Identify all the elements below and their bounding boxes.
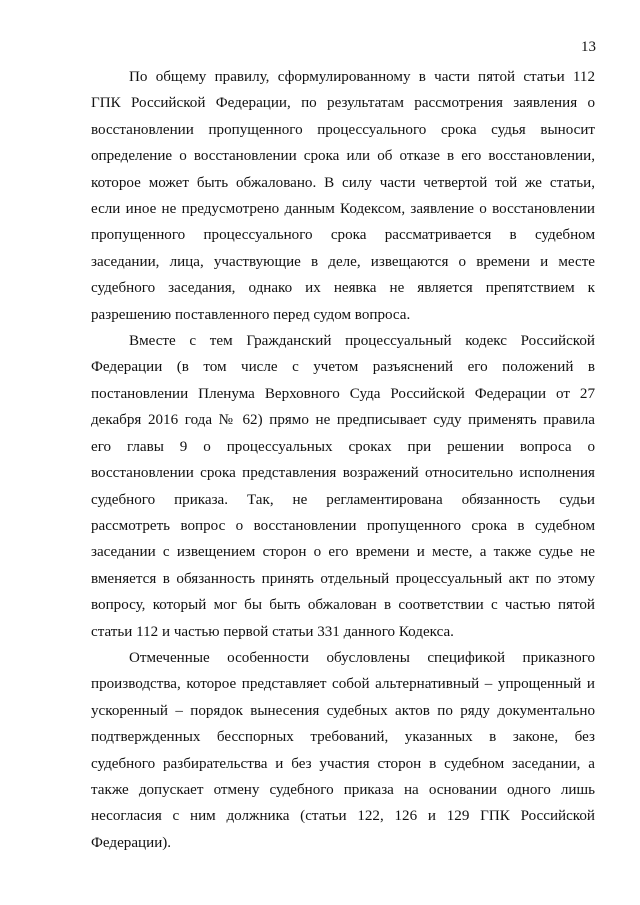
text-line: производства, которое представляет собой альтернативный – упрощенный и xyxy=(91,676,595,693)
text-line: рассмотреть вопрос о восстановлении пропущенного срока в судебном xyxy=(91,517,595,534)
text-line: судебного приказа. Так, не регламентирована обязанность судьи xyxy=(91,491,595,508)
text-line: разрешению поставленного перед судом вопроса. xyxy=(91,306,411,323)
text-line: восстановлении срока представления возражений относительно исполнения xyxy=(91,465,595,482)
text-line: восстановлении пропущенного процессуального срока судья выносит xyxy=(91,121,595,138)
text-line: также допускает отмену судебного приказа на основании одного лишь xyxy=(91,781,595,798)
text-line: Федерации (в том числе с учетом разъяснений его положений в xyxy=(91,359,595,376)
text-line: По общему правилу, сформулированному в части пятой статьи 112 xyxy=(129,69,595,85)
text-line: заседании с извещением сторон о его времени и месте, а также судье не xyxy=(91,544,595,561)
paragraph-3 xyxy=(91,645,595,856)
text-line: которое может быть обжаловано. В силу части четвертой той же статьи, xyxy=(91,174,595,191)
text-line: ускоренный – порядок вынесения судебных актов по ряду документально xyxy=(91,702,595,719)
text-line: декабря 2016 года № 62) прямо не предписывает суду применять правила xyxy=(91,412,595,429)
text-line: несогласия с ним должника (статьи 122, 126 и 129 ГПК Российской xyxy=(91,808,595,825)
text-line: судебного разбирательства и без участия сторон в судебном заседании, а xyxy=(91,755,595,772)
paragraph-1 xyxy=(91,64,595,328)
text-line: вменяется в обязанность принять отдельный процессуальный акт по этому xyxy=(91,570,595,587)
text-line: его главы 9 о процессуальных сроках при решении вопроса о xyxy=(91,438,595,455)
text-line: подтвержденных бесспорных требований, указанных в законе, без xyxy=(91,729,595,746)
text-line: вопросу, который мог бы быть обжалован в соответствии с частью пятой xyxy=(91,597,595,614)
text-line: определение о восстановлении срока или об отказе в его восстановлении, xyxy=(91,148,595,165)
document-body xyxy=(91,64,595,856)
text-line: если иное не предусмотрено данным Кодексом, заявление о восстановлении xyxy=(91,201,595,218)
paragraph-2 xyxy=(91,328,595,645)
text-line: заседании, лица, участвующие в деле, извещаются о времени и месте xyxy=(91,253,595,270)
text-line: Вместе с тем Гражданский процессуальный кодекс Российской xyxy=(129,333,595,350)
text-line: Отмеченные особенности обусловлены спецификой приказного xyxy=(129,649,595,666)
text-line: судебного заседания, однако их неявка не является препятствием к xyxy=(91,280,595,297)
text-line: постановлении Пленума Верховного Суда Российской Федерации от 27 xyxy=(91,385,595,402)
text-line: Федерации). xyxy=(91,834,172,851)
text-line: ГПК Российской Федерации, по результатам рассмотрения заявления о xyxy=(91,95,595,112)
text-line: пропущенного процессуального срока рассматривается в судебном xyxy=(91,227,595,244)
text-line: статьи 112 и частью первой статьи 331 данного Кодекса. xyxy=(91,623,454,640)
page-number: 13 xyxy=(581,39,596,55)
